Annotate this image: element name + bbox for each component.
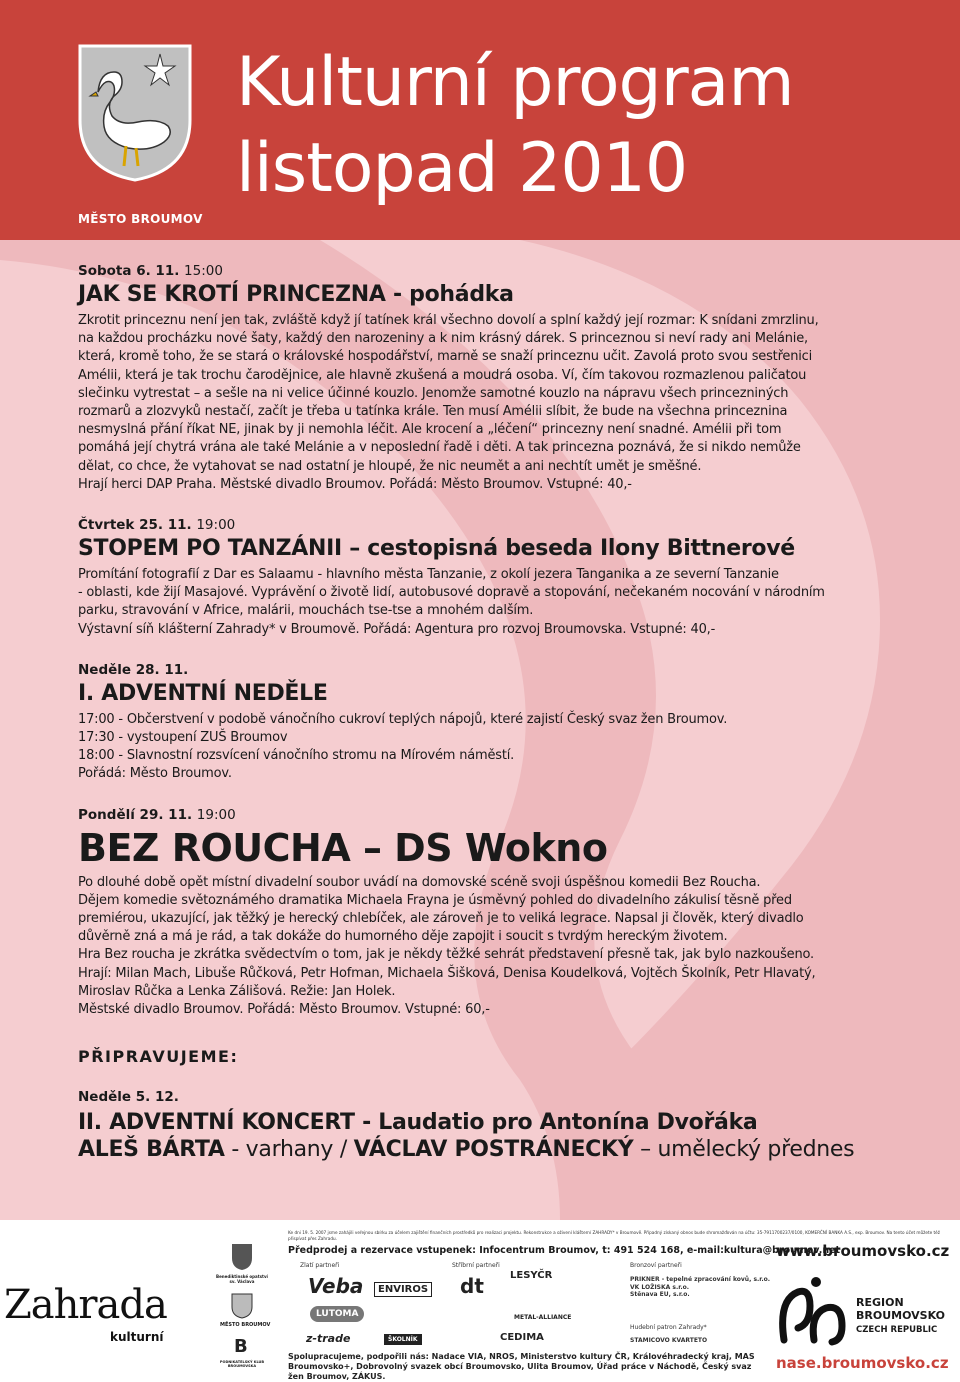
fine-print: Ke dni 19. 5. 2007 jsme zahájili veřejnou sbírku za účelem zajištění finančních prostředků pro realizaci projektu. Rekonstrukce a oživení klášterní ZAHRADY* v Broumově. Případný získaný obnos bude shromažďován na účtu: 35-7911700237/0100, KOMERČNÍ BANKA A.S., exp. Broumov. Na tento účet můžete též přispívat přes Zahradu. xyxy=(288,1230,940,1241)
event-title: JAK SE KROTÍ PRINCEZNA - pohádka xyxy=(78,282,514,307)
city-label: MĚSTO BROUMOV xyxy=(220,1322,271,1328)
program-content xyxy=(78,262,878,1162)
abbey-crest-icon xyxy=(230,1242,254,1272)
website-link[interactable]: www.broumovsko.cz xyxy=(776,1242,950,1260)
zahrada-logo: Zahrada xyxy=(4,1282,167,1328)
text-line: Výstavní síň klášterní Zahrady* v Broumově. Pořádá: Agentura pro rozvoj Broumovska. Vstupné: 40,- xyxy=(78,621,716,637)
cooperation-text: Spolupracujeme, podpořili nás: Nadace VIA, NROS, Ministerstvo kultury ČR, Královéhradecký kraj, MAS Broumovsko+, Dobrovolný svazek obcí Broumovsko, Ulita Broumov, Úřad práce v Náchodě, Český svaz žen Broumov, ZÁKUS. xyxy=(288,1352,755,1381)
event-day: Sobota 6. 11. xyxy=(78,263,180,279)
swan-crest-icon xyxy=(76,42,194,182)
bronze-partner: VK LOŽISKA s.r.o. xyxy=(630,1283,690,1291)
event-description xyxy=(78,874,878,1020)
text-line: důvěrně zná a má je rád, a tak dokáže do humorného děje zapojit i soucit s tvrdým hereckým životem. xyxy=(78,929,728,945)
text-line: Miroslav Růčka a Lenka Zálišová. Režie: Jan Holek. xyxy=(78,983,396,999)
region-logo-text xyxy=(856,1296,945,1337)
region-line: BROUMOVSKO xyxy=(856,1309,945,1322)
event-description xyxy=(78,566,878,639)
event-day: Neděle 28. 11. xyxy=(78,661,189,678)
performer-role: – umělecký přednes xyxy=(633,1137,855,1163)
pkb-label: PODNIKATELSKÝ KLUB BROUMOVSKA xyxy=(219,1360,265,1368)
patron-label: Hudební patron Zahrady* xyxy=(630,1324,707,1331)
text-line: - oblasti, kde žijí Masajové. Vyprávění o životě lidí, autobusové dopravě a stopování, nečekaném nocování v národním xyxy=(78,585,825,601)
event-princezna xyxy=(78,262,878,494)
event-date xyxy=(78,516,878,534)
event-tanzanie xyxy=(78,516,878,639)
event-day: Pondělí 29. 11. xyxy=(78,806,193,823)
title-line-2: listopad 2010 xyxy=(236,129,688,208)
text-line: parku, stravování v Africe, malárii, mouchách tse-tse a mnohém dalším. xyxy=(78,603,534,619)
text-line: nesmyslná přání říkat NE, jinak by ji nemohla léčit. Ale krocení a „léčení“ princezny není snadné. Amélii při tom xyxy=(78,422,782,438)
dt-logo: dt xyxy=(460,1274,484,1298)
zahrada-subtitle: kulturní xyxy=(110,1330,164,1344)
performer-role: - varhany / xyxy=(224,1137,354,1163)
text-line: Pořádá: Město Broumov. xyxy=(78,766,232,782)
veba-logo: Veba xyxy=(308,1274,364,1298)
page-title xyxy=(236,40,794,212)
header-banner xyxy=(0,0,960,240)
crest-label: MĚSTO BROUMOV xyxy=(78,212,203,226)
event-date xyxy=(78,661,878,679)
lesy-cr-logo: LESYČR xyxy=(510,1270,553,1281)
event-date xyxy=(78,262,878,280)
silver-partners-label: Stříbrní partneři xyxy=(452,1262,500,1269)
upcoming-title: II. ADVENTNÍ KONCERT - Laudatio pro Antonína Dvořáka xyxy=(78,1110,758,1136)
text-line: pomáhá její chytrá vrána ale také Melánie a v neposlední řadě i děti. A tak princezna poznává, že si nikdo nemůže xyxy=(78,440,801,456)
z-trade-logo: z-trade xyxy=(306,1332,351,1345)
metal-alliance-logo: METAL-ALLIANCE xyxy=(514,1314,572,1321)
event-title: I. ADVENTNÍ NEDĚLE xyxy=(78,680,328,706)
text-line: 17:00 - Občerstvení v podobě vánočního cukroví teplých nápojů, které zajistí Český svaz žen Broumov. xyxy=(78,711,728,727)
event-time: 19:00 xyxy=(196,806,236,823)
event-time: 19:00 xyxy=(196,517,236,534)
event-time: 15:00 xyxy=(184,263,223,279)
text-line: slečinku vytrestat – a sešle na ni velice účinné kouzlo. Jenomže samotné kouzlo na nápravu všech princezniných xyxy=(78,385,789,401)
performer-name: VÁCLAV POSTRÁNECKÝ xyxy=(353,1137,634,1163)
event-title: BEZ ROUCHA – DS Wokno xyxy=(78,825,608,870)
text-line: Hrají: Milan Mach, Libuše Růčková, Petr Hofman, Michaela Šišková, Denisa Koudelková, Vojtěch Školník, Petr Hlavatý, xyxy=(78,965,816,981)
text-line: která, kromě toho, že se stará o královské hospodářství, marně se snaží princeznu učit. Zavolá proto svou sestřenici xyxy=(78,349,813,365)
event-description xyxy=(78,711,878,784)
text-line: premiérou, ukazující, jak těžký je herecký chlebíček, ale zároveň je to veliká legrace. Napsal ji člověk, který divadlo xyxy=(78,911,804,927)
abbey-label: Benediktinské opatství sv. Václava xyxy=(216,1274,268,1284)
upcoming-section xyxy=(78,1047,878,1162)
footer xyxy=(0,1220,960,1381)
bronze-partner: Stěnava EU, s.r.o. xyxy=(630,1291,690,1298)
performer-name: ALEŠ BÁRTA xyxy=(78,1137,225,1163)
lutoma-logo: LUTOMA xyxy=(310,1306,364,1322)
region-logo-icon xyxy=(776,1270,852,1350)
text-line: dělat, co chce, že vytahovat se nad ostatní je hloupé, že nic neumět a ani nechtít umět je směšné. xyxy=(78,458,702,474)
event-bez-roucha xyxy=(78,806,878,1020)
skolnik-logo: ŠKOLNÍK xyxy=(384,1334,422,1345)
text-line: na každou procházku nové šaty, každý den narozeniny a k nim krásný dárek. S princeznou si neví rady ani Melánie, xyxy=(78,331,808,347)
event-date xyxy=(78,806,878,824)
presale-info: Předprodej a rezervace vstupenek: Infocentrum Broumov, t: 491 524 168, e-mail:kultura@broumov.net xyxy=(288,1245,841,1256)
text-line: Hra Bez roucha je zkrátka svědectvím o tom, jak je někdy těžké sehrát představení přesně tak, jak bylo nazkoušeno. xyxy=(78,947,814,963)
city-crest-small-icon xyxy=(230,1292,254,1320)
gold-partners-label: Zlatí partneři xyxy=(300,1262,340,1269)
patron-name: STAMICOVO KVARTETO xyxy=(630,1337,708,1344)
event-description xyxy=(78,312,878,494)
text-line: 17:30 - vystoupení ZUŠ Broumov xyxy=(78,730,288,746)
bronze-list xyxy=(630,1276,770,1299)
event-title: STOPEM PO TANZÁNII – cestopisná beseda Ilony Bittnerové xyxy=(78,536,795,562)
text-line: rozmarů a zlozvyků nestačí, začít je třeba u tatínka krále. Ten musí Amélii slíbit, že bude na všechna princeznina xyxy=(78,404,788,420)
text-line: Zkrotit princeznu není jen tak, zvláště když jí tatínek král všechno dovolí a splní každý její rozmar: K snídani zmrzlinu, xyxy=(78,313,819,328)
bronze-partner: PRIKNER - tepelné zpracování kovů, s.r.o. xyxy=(630,1276,771,1283)
title-line-1: Kulturní program xyxy=(236,43,794,122)
text-line: Po dlouhé době opět místní divadelní soubor uvádí na domovské scéně svoji úspěšnou komedii Bez Roucha. xyxy=(78,874,761,890)
upcoming-date: Neděle 5. 12. xyxy=(78,1089,179,1106)
event-day: Čtvrtek 25. 11. xyxy=(78,517,192,534)
text-line: Hrají herci DAP Praha. Městské divadlo Broumov. Pořádá: Město Broumov. Vstupné: 40,- xyxy=(78,476,632,492)
text-line: Městské divadlo Broumov. Pořádá: Město Broumov. Vstupné: 60,- xyxy=(78,1002,490,1018)
event-advent xyxy=(78,661,878,784)
cedima-logo: CEDIMA xyxy=(500,1332,544,1343)
region-line: REGION xyxy=(856,1296,904,1309)
program-body xyxy=(0,240,960,1220)
enviros-logo: ENVIROS xyxy=(374,1282,432,1297)
text-line: Promítání fotografií z Dar es Salaamu - hlavního města Tanzanie, z okolí jezera Tanganika a ze severní Tanzanie xyxy=(78,567,779,583)
text-line: 18:00 - Slavnostní rozsvícení vánočního stromu na Mírovém náměstí. xyxy=(78,748,515,764)
upcoming-performers xyxy=(78,1137,878,1162)
upcoming-heading: PŘIPRAVUJEME: xyxy=(78,1047,239,1067)
nase-website-link[interactable]: nase.broumovsko.cz xyxy=(776,1354,949,1372)
text-line: Amélii, která je tak trochu čarodějnice, ale hlavně zkušená a moudrá osoba. Ví, čím takovou rozmazlenou paličatou xyxy=(78,367,807,383)
bronze-partners-label: Bronzoví partneři xyxy=(630,1262,682,1269)
city-crest xyxy=(64,42,214,232)
pkb-logo: B xyxy=(234,1336,248,1357)
region-line: CZECH REPUBLIC xyxy=(856,1325,938,1335)
text-line: Dějem komedie světoznámého dramatika Michaela Frayna je úsměvný pohled do divadelního zákulisí těsně před xyxy=(78,892,792,908)
